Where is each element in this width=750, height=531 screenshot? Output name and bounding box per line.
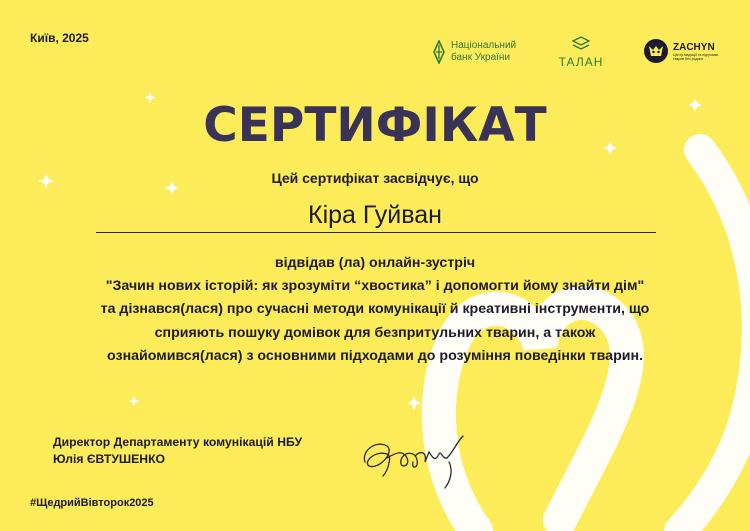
talan-logo-text: ТАЛАН	[558, 55, 604, 69]
talan-logo-icon	[571, 36, 591, 50]
hashtag: #ЩедрийВівторок2025	[30, 497, 154, 509]
zachyn-logo-name: ZACHYN	[673, 41, 715, 53]
nbu-logo-line2: банк України	[451, 52, 511, 63]
body-line: відвідав (ла) онлайн-зустріч	[274, 255, 476, 271]
city-year: Київ, 2025	[30, 31, 89, 45]
certificate-title: СЕРТИФІКАТ	[203, 98, 547, 153]
body-line: сприяють пошуку домівок для безпритульних тварин, а також	[154, 324, 596, 341]
signer-name: Юлія ЄВТУШЕНКО	[53, 452, 166, 466]
signer-block	[53, 434, 302, 468]
zachyn-logo-tagline: Центр медіації та підтримки тварин без родини	[673, 52, 719, 61]
zachyn-logo-icon	[643, 38, 669, 64]
certifies-text: Цей сертифікат засвідчує, що	[271, 170, 479, 186]
nbu-logo-icon	[431, 40, 447, 64]
nbu-logo-line1: Національний	[451, 40, 517, 51]
talan-logo	[553, 36, 609, 69]
signature-icon	[357, 432, 472, 492]
body-line: ознайомився(лася) з основними підходами до розуміння поведінки тварин.	[107, 347, 643, 364]
body-line: та дізнався(лася) про сучасні методи комунікації й креативні інструменти, що	[100, 301, 650, 318]
signer-position: Директор Департаменту комунікацій НБУ	[53, 435, 303, 449]
certificate-body	[40, 252, 710, 368]
zachyn-logo	[643, 38, 719, 64]
name-underline	[96, 232, 656, 233]
recipient-name: Кіра Гуйван	[308, 201, 442, 229]
body-line: "Зачин нових історій: як зрозуміти “хвостика” і допомогти йому знайти дім"	[105, 278, 645, 295]
nbu-logo	[431, 40, 516, 64]
